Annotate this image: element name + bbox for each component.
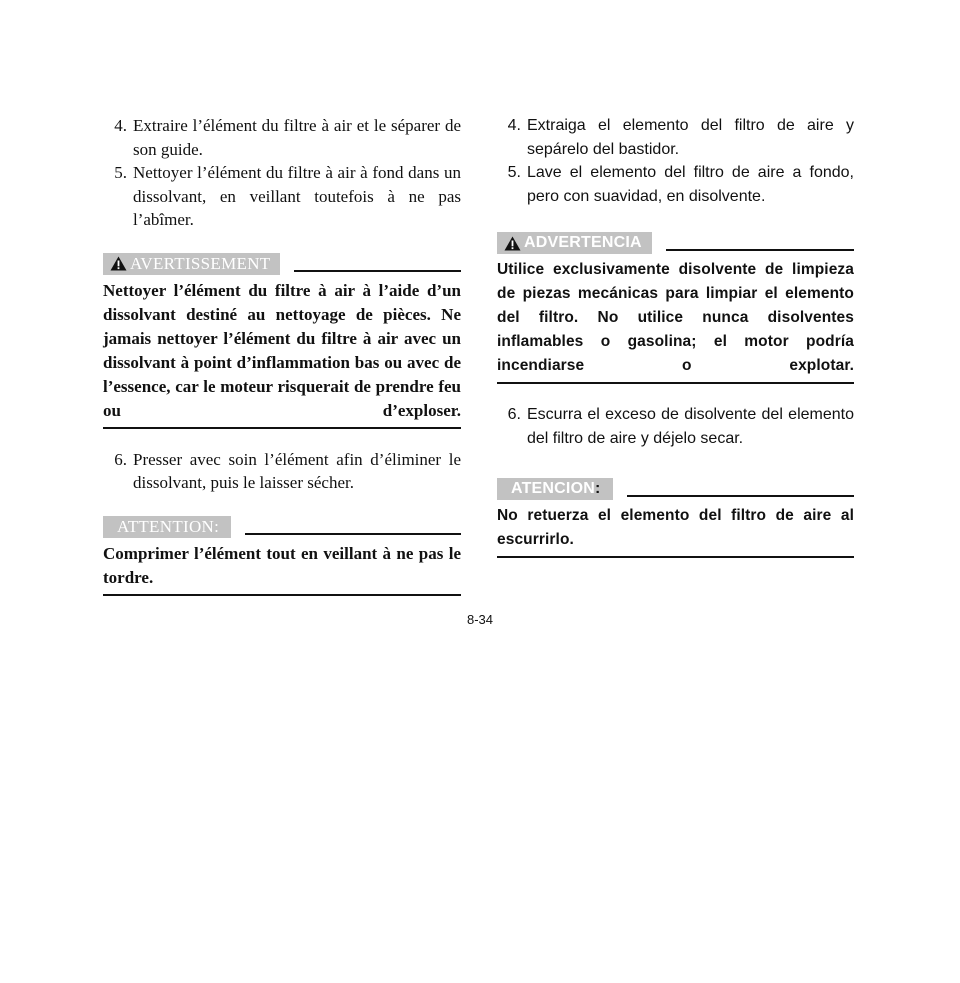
warning-badge <box>497 232 652 254</box>
caution-text: No retuerza el elemento del filtro de aire al escurrirlo. <box>497 504 854 558</box>
step-number: 6. <box>507 406 521 423</box>
spanish-steps-b <box>497 403 854 450</box>
step-text: Extraire l’élément du filtre à air et le séparer de son guide. <box>133 116 461 159</box>
step-number: 5. <box>507 164 521 181</box>
page-number: 8-34 <box>466 612 494 627</box>
caution-badge <box>497 478 613 500</box>
caution-badge <box>103 516 231 538</box>
step-number: 6. <box>114 449 127 469</box>
warning-text: Nettoyer l’élément du filtre à air à l’aide d’un dissolvant destiné au nettoyage de pièces. Ne jamais nettoyer l’élément du filtre à air avec un dissolvant à point d’inflammation bas ou avec de l’essence, car le moteur risquerait de prendre feu ou d’exploser. <box>103 279 461 429</box>
french-steps-a <box>103 114 461 232</box>
step-text: Presser avec soin l’élément afin d’éliminer le dissolvant, puis le laisser sécher. <box>133 449 461 492</box>
spanish-caution <box>497 478 854 558</box>
step-number: 4. <box>114 116 127 135</box>
french-steps-b <box>103 448 461 495</box>
step-text: Nettoyer l’élément du filtre à air à fond dans un dissolvant, en veillant toutefois à ne pas l’abîmer. <box>133 163 461 229</box>
warning-rule <box>666 249 854 251</box>
spanish-column <box>497 114 854 558</box>
spanish-step-6 <box>497 403 854 450</box>
warning-triangle-icon <box>110 256 127 271</box>
caution-rule <box>245 533 461 535</box>
step-text: Escurra el exceso de disolvente del elemento del filtro de aire y déjelo secar. <box>527 406 854 447</box>
french-warning <box>103 253 461 429</box>
warning-text: Utilice exclusivamente disolvente de limpieza de piezas mecánicas para limpiar el elemento del filtro. No utilice nunca disolventes inflamables o gasolina; el motor podría incendiarse o explotar. <box>497 258 854 384</box>
caution-label: ATTENTION: <box>117 516 220 536</box>
caution-rule <box>627 495 855 497</box>
spanish-step-5 <box>497 161 854 208</box>
step-text: Lave el elemento del filtro de aire a fondo, pero con suavidad, en disolvente. <box>527 164 854 205</box>
spanish-step-4 <box>497 114 854 161</box>
spanish-warning <box>497 232 854 384</box>
step-number: 4. <box>507 117 521 134</box>
french-step-4 <box>103 114 461 161</box>
french-step-5 <box>103 161 461 232</box>
french-step-6 <box>103 448 461 495</box>
french-caution <box>103 516 461 596</box>
caution-colon: : <box>594 480 601 497</box>
warning-triangle-icon <box>504 236 521 251</box>
step-number: 5. <box>114 163 127 182</box>
warning-label: AVERTISSEMENT <box>130 253 271 273</box>
warning-badge <box>103 253 280 275</box>
caution-text: Comprimer l’élément tout en veillant à ne pas le tordre. <box>103 542 461 596</box>
caution-label: ATENCION <box>511 480 595 497</box>
french-column <box>103 114 461 596</box>
warning-rule <box>294 270 461 272</box>
spanish-steps-a <box>497 114 854 208</box>
warning-label: ADVERTENCIA <box>524 234 642 251</box>
step-text: Extraiga el elemento del filtro de aire y sepárelo del bastidor. <box>527 117 854 158</box>
